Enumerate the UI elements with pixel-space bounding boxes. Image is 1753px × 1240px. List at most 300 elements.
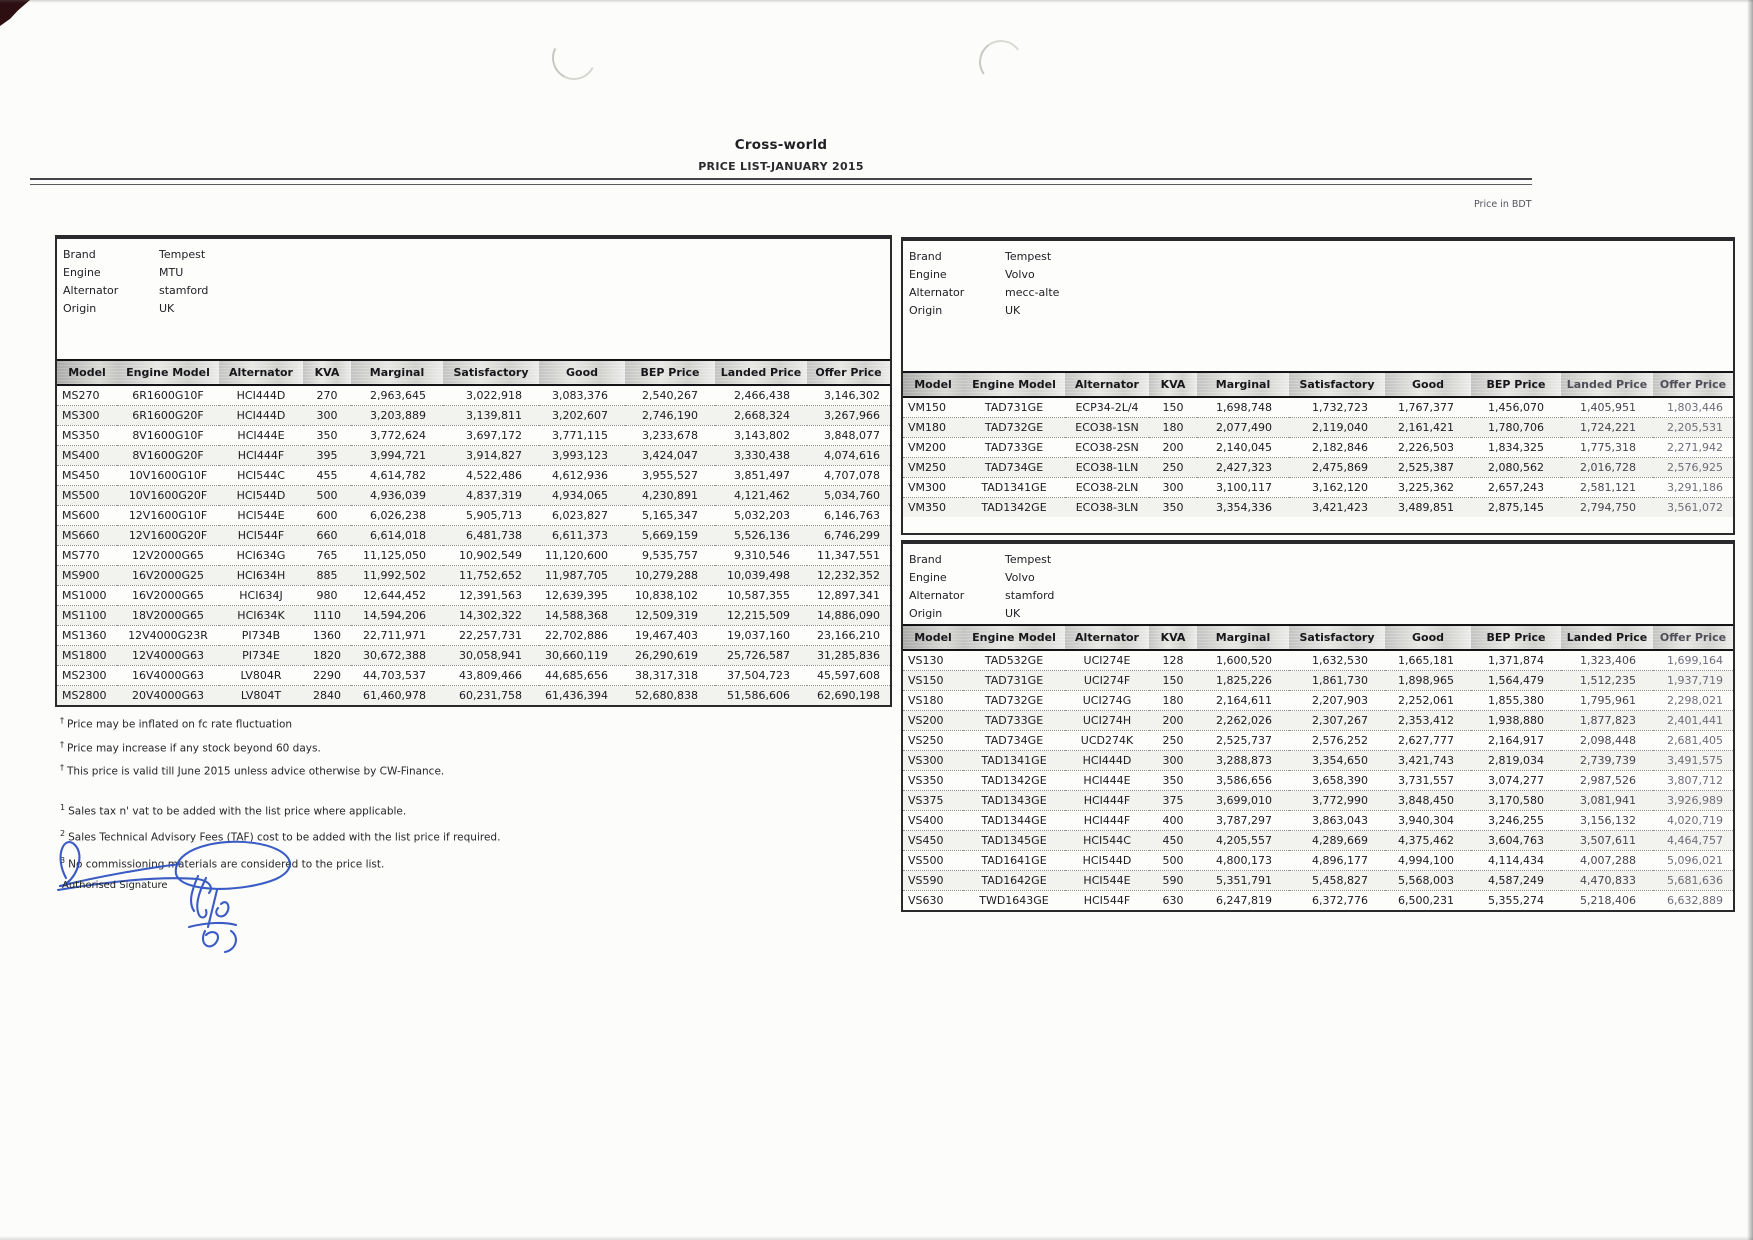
table-cell: 10,279,288: [625, 566, 715, 586]
table-cell: 395: [303, 446, 351, 466]
table-cell: 5,034,760: [807, 486, 890, 506]
header-row: [903, 372, 1733, 397]
column-header: Good: [1385, 372, 1471, 397]
table-info: [903, 544, 1733, 622]
table-cell: HCI444F: [219, 446, 303, 466]
table-cell: 1,699,164: [1667, 654, 1723, 667]
table-cell: 3,731,557: [1385, 771, 1471, 791]
table-cell: VS250: [903, 731, 963, 751]
info-value: mecc-alte: [1005, 285, 1060, 299]
table-cell: 6,023,827: [539, 506, 625, 526]
scan-edge-bottom: [0, 1236, 1753, 1240]
table-cell: 6,247,819: [1197, 891, 1289, 911]
table-cell: 2,987,526: [1561, 771, 1653, 791]
table-cell: UCI274G: [1065, 691, 1149, 711]
column-header: Good: [539, 360, 625, 385]
table-row: [57, 426, 890, 446]
table-cell: TAD731GE: [984, 401, 1044, 414]
column-header: Alternator: [1065, 625, 1149, 650]
info-row: [909, 247, 1725, 265]
table-cell: 11,752,652: [443, 566, 539, 586]
scan-edge-top: [0, 0, 1753, 3]
table-cell: 350: [1149, 771, 1197, 791]
price-grid: [903, 371, 1733, 517]
table-cell: 26,290,619: [625, 646, 715, 666]
info-row: [909, 568, 1725, 586]
table-cell: 2,164,611: [1197, 691, 1289, 711]
info-row: [909, 604, 1725, 622]
table-cell: 8V1600G20F: [117, 446, 219, 466]
spacer: [57, 317, 890, 359]
table-cell: 11,992,502: [351, 566, 443, 586]
table-cell: 3,162,120: [1289, 478, 1385, 498]
table-cell: 2,161,421: [1385, 418, 1471, 438]
table-cell: 3,772,624: [351, 426, 443, 446]
info-value: UK: [159, 301, 175, 315]
table-cell: 3,699,010: [1197, 791, 1289, 811]
hole-punch-mark: [976, 37, 1027, 88]
table-cell: 150: [1149, 671, 1197, 691]
table-row: [57, 466, 890, 486]
table-cell: 3,772,990: [1289, 791, 1385, 811]
table-cell: MS300: [57, 406, 117, 426]
table-row: [57, 526, 890, 546]
table-cell: 3,491,575: [1653, 751, 1733, 771]
table-cell: HCI544F: [1065, 891, 1149, 911]
table-cell: MS350: [57, 426, 117, 446]
table-cell: 3,851,497: [715, 466, 807, 486]
table-row: [903, 791, 1733, 811]
table-cell: 12V4000G63: [117, 646, 219, 666]
table-cell: 1,698,748: [1216, 401, 1272, 414]
table-cell: VM250: [903, 458, 963, 478]
table-row: [903, 731, 1733, 751]
table-cell: 2,080,562: [1471, 458, 1561, 478]
table-cell: 180: [1149, 691, 1197, 711]
table-cell: UCI274H: [1065, 711, 1149, 731]
table-cell: HCI544C: [1065, 831, 1149, 851]
column-header: Offer Price: [807, 360, 890, 385]
table-cell: 2840: [303, 686, 351, 706]
table-cell: 4,375,462: [1385, 831, 1471, 851]
table-cell: 4,612,936: [539, 466, 625, 486]
table-cell: 2,164,917: [1471, 731, 1561, 751]
table-cell: HCI634H: [219, 566, 303, 586]
table-cell: 5,526,136: [715, 526, 807, 546]
table-cell: 4,837,319: [443, 486, 539, 506]
column-header: Model: [903, 625, 963, 650]
table-cell: TAD733GE: [963, 438, 1065, 458]
table-cell: 590: [1149, 871, 1197, 891]
table-cell: HCI544E: [1065, 871, 1149, 891]
table-cell: 6,146,763: [807, 506, 890, 526]
price-table-mtu-stamford: [55, 235, 892, 707]
table-cell: 3,489,851: [1385, 498, 1471, 518]
table-cell: 1,665,181: [1398, 654, 1454, 667]
table-cell: 1,834,325: [1471, 438, 1561, 458]
table-cell: 4,007,288: [1561, 851, 1653, 871]
table-cell: 11,120,600: [539, 546, 625, 566]
table-cell: 3,771,115: [539, 426, 625, 446]
table-cell: 62,690,198: [807, 686, 890, 706]
table-cell: VS150: [903, 671, 963, 691]
table-cell: 3,926,989: [1653, 791, 1733, 811]
table-cell: MS270: [62, 389, 100, 402]
table-cell: 5,351,791: [1197, 871, 1289, 891]
table-cell: 22,257,731: [443, 626, 539, 646]
currency-note: Price in BDT: [1474, 199, 1532, 210]
table-cell: 1110: [303, 606, 351, 626]
table-cell: 4,114,434: [1471, 851, 1561, 871]
table-cell: 3,586,656: [1197, 771, 1289, 791]
table-cell: 128: [1162, 654, 1184, 667]
table-cell: HCI634K: [219, 606, 303, 626]
table-cell: HCI444F: [1065, 811, 1149, 831]
table-cell: 2290: [303, 666, 351, 686]
table-cell: 6R1600G20F: [117, 406, 219, 426]
table-cell: 3,246,255: [1471, 811, 1561, 831]
info-value: stamford: [1005, 588, 1055, 602]
footnote: † Price may be inflated on fc rate fluctuation: [60, 716, 293, 731]
table-cell: 200: [1149, 711, 1197, 731]
table-cell: TAD1345GE: [963, 831, 1065, 851]
table-cell: 4,020,719: [1653, 811, 1733, 831]
column-header: Offer Price: [1653, 372, 1733, 397]
table-row: [903, 751, 1733, 771]
table-cell: 1,803,446: [1667, 401, 1723, 414]
table-cell: 660: [303, 526, 351, 546]
table-cell: LV804T: [219, 686, 303, 706]
table-cell: 1,724,221: [1561, 418, 1653, 438]
table-cell: MS1100: [57, 606, 117, 626]
table-cell: 30,058,941: [443, 646, 539, 666]
table-cell: UCI274E: [1083, 654, 1131, 667]
footnote-mark: 2: [60, 829, 66, 838]
table-cell: ECO38-2SN: [1065, 438, 1149, 458]
price-table-volvo-mecc-alte: [901, 237, 1735, 535]
table-cell: 60,231,758: [443, 686, 539, 706]
table-cell: 200: [1149, 438, 1197, 458]
table-cell: 19,037,160: [715, 626, 807, 646]
table-cell: 270: [316, 389, 338, 402]
table-cell: 4,230,891: [625, 486, 715, 506]
column-header: Landed Price: [1561, 625, 1653, 650]
table-cell: 3,863,043: [1289, 811, 1385, 831]
table-cell: 3,143,802: [715, 426, 807, 446]
table-cell: 10,902,549: [443, 546, 539, 566]
table-cell: 12V2000G65: [117, 546, 219, 566]
table-cell: 5,218,406: [1561, 891, 1653, 911]
table-cell: 3,225,362: [1385, 478, 1471, 498]
header-row: [903, 625, 1733, 650]
footnote-mark: †: [60, 716, 64, 725]
table-cell: 4,934,065: [539, 486, 625, 506]
table-cell: 3,848,077: [807, 426, 890, 446]
table-cell: 2,205,531: [1653, 418, 1733, 438]
table-cell: 2,525,387: [1385, 458, 1471, 478]
table-cell: 3,267,966: [807, 406, 890, 426]
spacer: [903, 517, 1733, 533]
table-cell: 4,936,039: [351, 486, 443, 506]
table-cell: 30,660,119: [539, 646, 625, 666]
footnote: $^1$ Sales tax n' vat to be added with the list price where applicable.: [60, 802, 407, 817]
table-cell: 6,632,889: [1653, 891, 1733, 911]
footnote-mark: †: [60, 763, 64, 772]
column-header: Satisfactory: [1289, 625, 1385, 650]
info-value: Tempest: [159, 247, 206, 261]
table-cell: VS300: [903, 751, 963, 771]
table-cell: 6,372,776: [1289, 891, 1385, 911]
table-cell: MS2300: [57, 666, 117, 686]
table-row: [903, 458, 1733, 478]
table-cell: 6,481,738: [443, 526, 539, 546]
spacer: [903, 319, 1733, 371]
table-cell: 4,522,486: [443, 466, 539, 486]
table-cell: 6,026,238: [351, 506, 443, 526]
info-label: Brand: [63, 247, 96, 261]
table-cell: 500: [1149, 851, 1197, 871]
table-cell: TAD532GE: [984, 654, 1044, 667]
table-cell: 20V4000G63: [117, 686, 219, 706]
table-cell: 6,500,231: [1385, 891, 1471, 911]
table-cell: HCI544E: [219, 506, 303, 526]
table-row: [57, 666, 890, 686]
table-row: [903, 771, 1733, 791]
header-divider: [30, 178, 1532, 185]
table-row: [903, 851, 1733, 871]
info-row: [909, 265, 1725, 283]
table-cell: 450: [1149, 831, 1197, 851]
table-cell: 4,800,173: [1197, 851, 1289, 871]
table-cell: 3,139,811: [443, 406, 539, 426]
table-cell: ECO38-3LN: [1065, 498, 1149, 518]
table-cell: 455: [303, 466, 351, 486]
info-row: [63, 263, 882, 281]
table-cell: 16V4000G63: [117, 666, 219, 686]
table-row: [57, 586, 890, 606]
table-row: [903, 650, 1733, 671]
table-cell: 2,252,061: [1385, 691, 1471, 711]
column-header: Landed Price: [715, 360, 807, 385]
table-cell: 3,848,450: [1385, 791, 1471, 811]
table-cell: VS130: [908, 654, 944, 667]
table-cell: VM350: [903, 498, 963, 518]
table-cell: MS1360: [57, 626, 117, 646]
table-cell: 250: [1149, 731, 1197, 751]
column-header: Satisfactory: [1289, 372, 1385, 397]
info-label: Brand: [909, 552, 942, 566]
table-cell: 3,955,527: [625, 466, 715, 486]
table-cell: HCI444D: [236, 389, 286, 402]
table-cell: MS770: [57, 546, 117, 566]
table-cell: 12,644,452: [351, 586, 443, 606]
table-cell: 3,291,186: [1653, 478, 1733, 498]
table-cell: 16V2000G25: [117, 566, 219, 586]
column-header: KVA: [1149, 625, 1197, 650]
footnote: † Price may increase if any stock beyond 60 days.: [60, 739, 321, 754]
info-label: Alternator: [909, 285, 965, 299]
info-row: [63, 299, 882, 317]
table-cell: 2,581,121: [1561, 478, 1653, 498]
table-cell: TAD1641GE: [963, 851, 1065, 871]
table-cell: 2,016,728: [1561, 458, 1653, 478]
table-cell: 4,470,833: [1561, 871, 1653, 891]
table-cell: 2,271,942: [1653, 438, 1733, 458]
table-cell: 2,401,441: [1653, 711, 1733, 731]
table-cell: 1,938,880: [1471, 711, 1561, 731]
table-cell: 2,353,412: [1385, 711, 1471, 731]
table-cell: 51,586,606: [715, 686, 807, 706]
info-row: [909, 301, 1725, 319]
table-row: [57, 385, 890, 406]
table-cell: 4,289,669: [1289, 831, 1385, 851]
table-cell: 12V1600G20F: [117, 526, 219, 546]
column-header: Engine Model: [963, 625, 1065, 650]
info-row: [909, 586, 1725, 604]
table-row: [57, 486, 890, 506]
table-cell: 4,464,757: [1653, 831, 1733, 851]
table-cell: VM200: [903, 438, 963, 458]
table-info: [57, 239, 890, 317]
table-cell: 2,576,252: [1289, 731, 1385, 751]
table-cell: TAD1342GE: [963, 498, 1065, 518]
table-cell: 150: [1162, 401, 1184, 414]
table-cell: HCI444D: [219, 406, 303, 426]
table-cell: 2,875,145: [1471, 498, 1561, 518]
table-cell: 2,298,021: [1653, 691, 1733, 711]
table-cell: 3,081,941: [1561, 791, 1653, 811]
table-cell: 4,614,782: [351, 466, 443, 486]
table-cell: 375: [1149, 791, 1197, 811]
table-cell: 12,215,509: [715, 606, 807, 626]
table-cell: 3,354,336: [1197, 498, 1289, 518]
table-cell: 31,285,836: [807, 646, 890, 666]
table-cell: 12V4000G23R: [117, 626, 219, 646]
table-cell: 3,170,580: [1471, 791, 1561, 811]
table-row: [57, 646, 890, 666]
table-cell: 2,794,750: [1561, 498, 1653, 518]
table-cell: VS200: [903, 711, 963, 731]
table-cell: TAD732GE: [963, 691, 1065, 711]
table-cell: 3,807,712: [1653, 771, 1733, 791]
table-cell: PI734B: [219, 626, 303, 646]
table-cell: HCI444E: [1065, 771, 1149, 791]
column-header: Model: [903, 372, 963, 397]
table-cell: 38,317,318: [625, 666, 715, 686]
info-row: [63, 245, 882, 263]
handwritten-signature: [48, 826, 358, 966]
footnote-mark: †: [60, 739, 64, 749]
table-row: [903, 891, 1733, 911]
table-info: [903, 241, 1733, 319]
table-cell: TAD734GE: [963, 458, 1065, 478]
table-cell: 6,614,018: [351, 526, 443, 546]
column-header: Offer Price: [1653, 625, 1733, 650]
info-label: Engine: [909, 570, 947, 584]
table-cell: 1,937,719: [1653, 671, 1733, 691]
table-row: [57, 566, 890, 586]
table-cell: 2,746,190: [625, 406, 715, 426]
table-cell: 3,561,072: [1653, 498, 1733, 518]
table-cell: LV804R: [219, 666, 303, 686]
table-row: [903, 438, 1733, 458]
table-cell: 5,096,021: [1653, 851, 1733, 871]
table-cell: 3,203,889: [351, 406, 443, 426]
column-header: KVA: [1149, 372, 1197, 397]
table-cell: 630: [1149, 891, 1197, 911]
table-cell: TAD733GE: [963, 711, 1065, 731]
signature-label: Authorised Signature: [62, 880, 168, 891]
footnote: $^3$ No commissioning materials are considered to the price list.: [60, 855, 385, 870]
table-cell: 400: [1149, 811, 1197, 831]
table-cell: VS500: [903, 851, 963, 871]
header-row: [57, 360, 890, 385]
column-header: Satisfactory: [443, 360, 539, 385]
table-cell: 6,611,373: [539, 526, 625, 546]
table-cell: 1820: [303, 646, 351, 666]
table-cell: TAD1342GE: [963, 771, 1065, 791]
table-row: [57, 606, 890, 626]
table-cell: 2,119,040: [1289, 418, 1385, 438]
table-cell: 12,639,395: [539, 586, 625, 606]
table-cell: 1,898,965: [1385, 671, 1471, 691]
info-label: Alternator: [63, 283, 119, 297]
table-cell: ECO38-2LN: [1065, 478, 1149, 498]
table-cell: TAD1341GE: [963, 751, 1065, 771]
table-cell: 6R1600G10F: [132, 389, 204, 402]
table-row: [903, 711, 1733, 731]
table-cell: 2,739,739: [1561, 751, 1653, 771]
info-label: Alternator: [909, 588, 965, 602]
table-cell: 23,166,210: [807, 626, 890, 646]
table-row: [903, 871, 1733, 891]
table-cell: 4,896,177: [1289, 851, 1385, 871]
document-header: [30, 137, 1532, 173]
column-header: Alternator: [219, 360, 303, 385]
column-header: Engine Model: [963, 372, 1065, 397]
table-cell: 2,207,903: [1289, 691, 1385, 711]
table-cell: 1360: [303, 626, 351, 646]
table-cell: 5,032,203: [715, 506, 807, 526]
column-header: Marginal: [1197, 372, 1289, 397]
table-cell: 11,125,050: [351, 546, 443, 566]
table-cell: TAD1642GE: [963, 871, 1065, 891]
table-cell: HCI544F: [219, 526, 303, 546]
footnotes-dagger: [60, 716, 700, 778]
table-cell: ECO38-1SN: [1065, 418, 1149, 438]
table-cell: 2,475,869: [1289, 458, 1385, 478]
table-cell: MS600: [57, 506, 117, 526]
column-header: Landed Price: [1561, 372, 1653, 397]
table-cell: TAD1343GE: [963, 791, 1065, 811]
price-table-volvo-stamford: [901, 540, 1735, 912]
table-cell: HCI544D: [219, 486, 303, 506]
table-cell: 2,681,405: [1653, 731, 1733, 751]
scan-edge-right: [1747, 0, 1753, 1240]
table-cell: HCI634J: [219, 586, 303, 606]
table-cell: 3,100,117: [1197, 478, 1289, 498]
table-cell: 1,877,823: [1561, 711, 1653, 731]
table-cell: 5,669,159: [625, 526, 715, 546]
table-cell: 1,775,318: [1561, 438, 1653, 458]
page-subtitle: PRICE LIST-JANUARY 2015: [698, 160, 864, 173]
table-cell: 3,233,678: [625, 426, 715, 446]
table-cell: 2,627,777: [1385, 731, 1471, 751]
hole-punch-mark: [546, 30, 601, 85]
table-cell: 12,232,352: [807, 566, 890, 586]
table-cell: 2,525,737: [1197, 731, 1289, 751]
table-cell: ECP34-2L/4: [1075, 401, 1139, 414]
